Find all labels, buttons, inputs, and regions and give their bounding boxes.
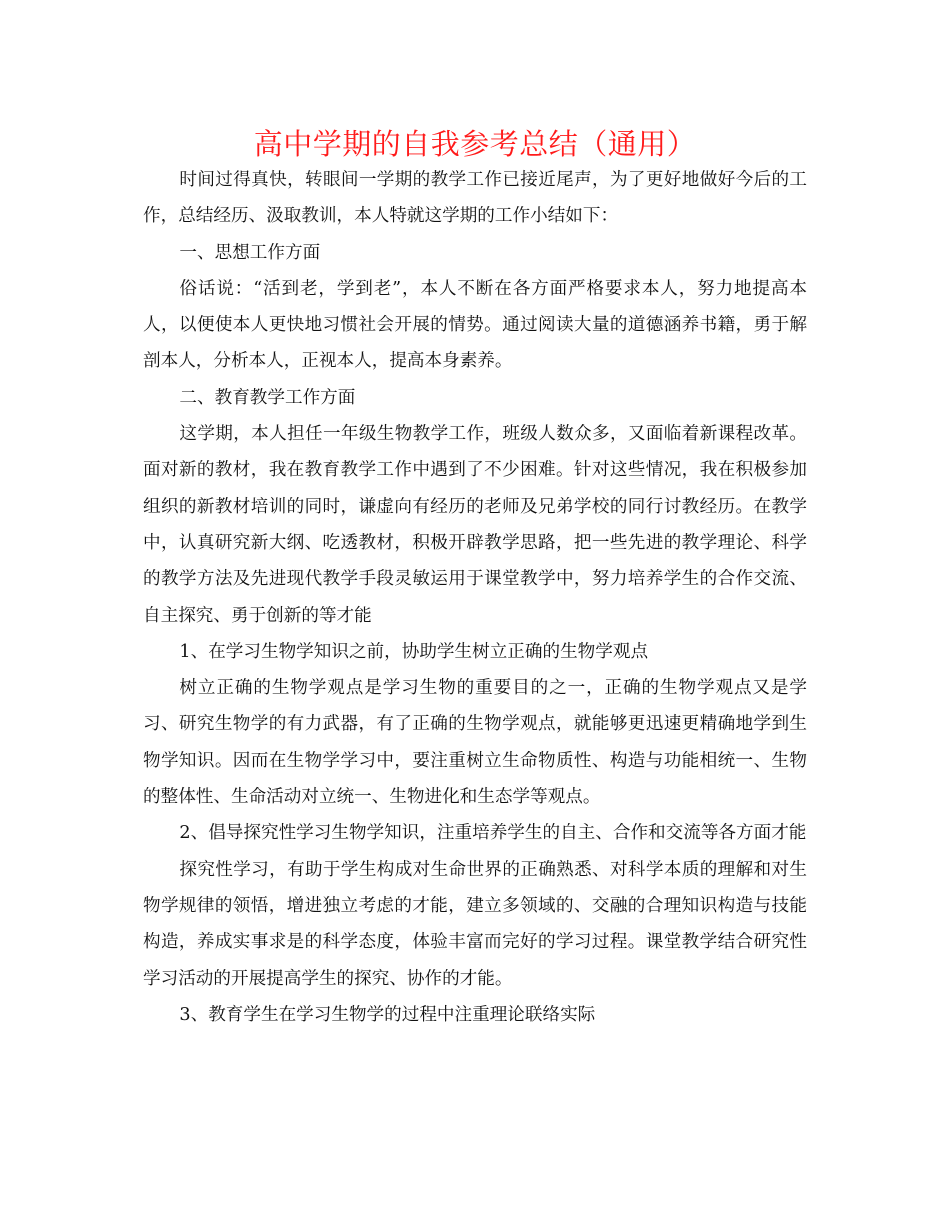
document-body	[143, 162, 807, 1033]
subheading-biology-viewpoint: 1、在学习生物学知识之前，协助学生树立正确的生物学观点	[179, 641, 649, 662]
section-heading-teaching-work: 二、教育教学工作方面	[179, 387, 356, 408]
subheading-inquiry-learning: 2、倡导探究性学习生物学知识，注重培养学生的自主、合作和交流等各方面才能	[179, 823, 807, 844]
thought-work-paragraph: 俗话说：“活到老，学到老”，本人不断在各方面严格要求本人，努力地提高本人，以便使本人更快地习惯社会开展的情势。通过阅读大量的道德涵养书籍，勇于解剖本人，分析本人，正视本人，提高本身素养。	[143, 278, 807, 372]
section-heading-thought-work: 一、思想工作方面	[179, 242, 321, 263]
inquiry-learning-paragraph: 探究性学习，有助于学生构成对生命世界的正确熟悉、对科学本质的理解和对生物学规律的领悟，增进独立考虑的才能，建立多领域的、交融的合理知识构造与技能构造，养成实事求是的科学态度，体验丰富而完好的学习过程。课堂教学结合研究性学习活动的开展提高学生的探究、协作的才能。	[143, 859, 807, 989]
teaching-work-paragraph: 这学期，本人担任一年级生物教学工作，班级人数众多，又面临着新课程改革。面对新的教材，我在教育教学工作中遇到了不少困难。针对这些情况，我在积极参加组织的新教材培训的同时，谦虚向有经历的老师及兄弟学校的同行讨教经历。在教学中，认真研究新大纲、吃透教材，积极开辟教学思路，把一些先进的教学理论、科学的教学方法及先进现代教学手段灵敏运用于课堂教学中，努力培养学生的合作交流、自主探究、勇于创新的等才能	[143, 424, 807, 626]
intro-paragraph: 时间过得真快，转眼间一学期的教学工作已接近尾声，为了更好地做好今后的工作，总结经历、汲取教训，本人特就这学期的工作小结如下：	[143, 170, 807, 227]
document-title: 高中学期的自我参考总结（通用）	[253, 127, 697, 161]
subheading-theory-practice: 3、教育学生在学习生物学的过程中注重理论联络实际	[179, 1004, 596, 1025]
biology-viewpoint-paragraph: 树立正确的生物学观点是学习生物的重要目的之一，正确的生物学观点又是学习、研究生物学的有力武器，有了正确的生物学观点，就能够更迅速更精确地学到生物学知识。因而在生物学学习中，要注重树立生命物质性、构造与功能相统一、生物的整体性、生命活动对立统一、生物进化和生态学等观点。	[143, 678, 807, 808]
